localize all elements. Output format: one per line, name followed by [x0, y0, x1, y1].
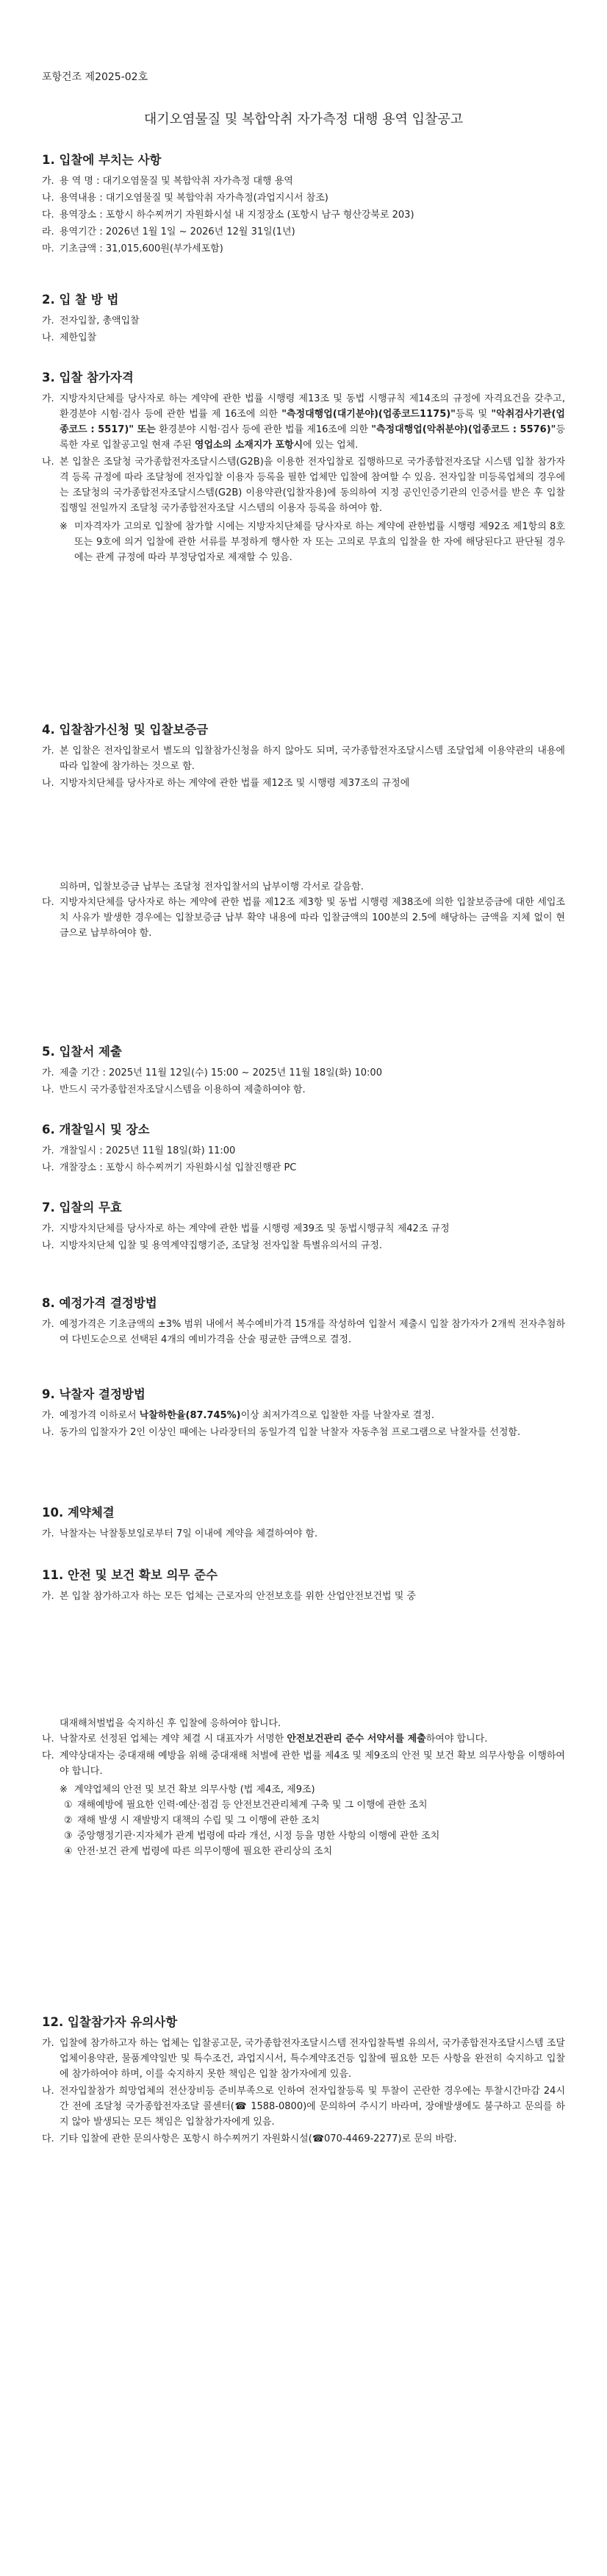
section-heading: 4. 입찰참가신청 및 입찰보증금	[42, 723, 209, 737]
list-item: ③ 중앙행정기관·지자체가 관계 법령에 따라 개선, 시정 등을 명한 사항의 이행에 관한 조치	[64, 1831, 440, 1842]
note: ※ 미자격자가 고의로 입찰에 참가할 시에는 지방자치단체를 당사자로 하는 계약에 관한법률 시행령 제92조 제1항의 8호 또는 9호에 의거 입찰에 관한 서류를 부정하게 행사한 자 또는 고의로 무효의 입찰을 한 자에 해당된다고 판단될 경우에는 관계 규정에 따라 부정당업자로 제재할 수 있음.	[60, 521, 565, 563]
section-contract	[42, 1505, 565, 1543]
section-safety	[42, 1567, 565, 1859]
list-item: 나. 전자입찰참가 희망업체의 전산장비등 준비부족으로 인하여 전자입찰등록 및 투찰이 곤란한 경우에는 투찰시간마감 24시간 전에 조달청 국가종합전자조달 콜센터(☎ 1588-0800)에 문의하여 주시기 바라며, 장애발생에도 불구하고 문의를 하지 않아 발생되는 모든 책임은 입찰참가자에게 있음.	[42, 2086, 565, 2128]
list-item: 나. 제한입찰	[42, 332, 97, 343]
continued-text: 의하며, 입찰보증금 납부는 조달청 전자입찰서의 납부이행 각서로 갈음함.	[60, 881, 364, 892]
list-item: 다. 용역장소 : 포항시 하수찌꺼기 자원화시설 내 지정장소 (포항시 남구 형산강북로 203)	[42, 210, 414, 221]
list-item: 나. 지방자치단체 입찰 및 용역계약집행기준, 조달청 전자입찰 특별유의서의 규정.	[42, 1240, 383, 1251]
document-number: 포항건조 제2025-02호	[42, 71, 148, 83]
list-item: 가. 지방자치단체를 당사자로 하는 계약에 관한 법률 시행령 제13조 및 동법 시행규칙 제14조의 규정에 자격요건을 갖추고, 환경분야 시험·검사 등에 관한 법률 제 16조에 의한 "측정대행업(대기분야)(업종코드1175)"등록 및 "악취검사기관(업종코드 : 5517)" 또는 환경분야 시험·검사 등에 관한 법률 제16조에 의한 "측정대행업(악취분야)(업종코드 : 5576)"등록한 자로 입찰공고일 현재 주된 영업소의 소재지가 포항시에 있는 업체.	[42, 393, 565, 451]
section-heading: 1. 입찰에 부치는 사항	[42, 153, 162, 167]
list-item: ② 재해 발생 시 재발방지 대책의 수립 및 그 이행에 관한 조치	[64, 1815, 320, 1826]
list-item: 나. 용역내용 : 대기오염물질 및 복합악취 자가측정(과업지시서 참조)	[42, 193, 328, 204]
list-item: 가. 예정가격은 기초금액의 ±3% 범위 내에서 복수예비가격 15개를 작성하여 입찰서 제출시 입찰 참가자가 2개씩 전자추첨하여 다빈도순으로 선택된 4개의 예비가격을 산술 평균한 금액으로 결정.	[42, 1319, 565, 1345]
list-item: 가. 지방자치단체를 당사자로 하는 계약에 관한 법률 시행령 제39조 및 동법시행규칙 제42조 규정	[42, 1223, 450, 1234]
continued-text: 대재해처벌법을 숙지하신 후 입찰에 응하여야 합니다.	[60, 1718, 281, 1729]
list-item: 가. 본 입찰 참가하고자 하는 모든 업체는 근로자의 안전보호를 위한 산업안전보건법 및 중	[42, 1591, 416, 1602]
list-item: 나. 동가의 입찰자가 2인 이상인 때에는 나라장터의 동일가격 입찰 낙찰자 자동추첨 프로그램으로 낙찰자를 선정함.	[42, 1427, 521, 1438]
section-heading: 10. 계약체결	[42, 1506, 115, 1520]
list-item: ④ 안전·보건 관계 법령에 따른 의무이행에 필요한 관리상의 조치	[64, 1846, 333, 1857]
list-item: 다. 지방자치단체를 당사자로 하는 계약에 관한 법률 제12조 제3항 및 동법 시행령 제38조에 의한 입찰보증금에 대한 세입조치 사유가 발생한 경우에는 입찰보증금 납부 확약 내용에 따라 입찰금액의 100분의 2.5에 해당하는 금액을 지체 없이 현금으로 납부하여야 함.	[42, 897, 565, 939]
list-item: ① 재해예방에 필요한 인력·예산·점검 등 안전보건관리체계 구축 및 그 이행에 관한 조치	[64, 1800, 428, 1811]
section-submission	[42, 1044, 565, 1099]
section-heading: 11. 안전 및 보건 확보 의무 준수	[42, 1568, 218, 1582]
section-precautions	[42, 2014, 565, 2148]
section-heading: 2. 입 찰 방 법	[42, 293, 119, 307]
list-item: 라. 용역기간 : 2026년 1월 1일 ~ 2026년 12월 31일(1년)	[42, 226, 295, 237]
list-item: 가. 제출 기간 : 2025년 11월 12일(수) 15:00 ~ 2025년 11월 18일(화) 10:00	[42, 1067, 382, 1078]
list-item: 나. 지방자치단체를 당사자로 하는 계약에 관한 법률 제12조 및 시행령 제37조의 규정에	[42, 778, 410, 789]
list-item: 가. 개찰일시 : 2025년 11월 18일(화) 11:00	[42, 1145, 236, 1156]
list-item: 마. 기초금액 : 31,015,600원(부가세포함)	[42, 243, 223, 254]
section-heading: 5. 입찰서 제출	[42, 1045, 122, 1059]
section-qualifications	[42, 370, 565, 565]
note: ※ 계약업체의 안전 및 보건 확보 의무사항 (법 제4조, 제9조)	[60, 1784, 315, 1795]
list-item: 가. 전자입찰, 총액입찰	[42, 315, 140, 326]
section-heading: 9. 낙찰자 결정방법	[42, 1387, 146, 1401]
section-heading: 6. 개찰일시 및 장소	[42, 1123, 150, 1137]
list-item: 다. 계약상대자는 중대재해 예방을 위해 중대재해 처벌에 관한 법률 제4조 및 제9조의 안전 및 보건 확보 의무사항을 이행하여야 합니다.	[42, 1750, 565, 1777]
page-title: 대기오염물질 및 복합악취 자가측정 대행 용역 입찰공고	[143, 112, 464, 127]
list-item: 다. 기타 입찰에 관한 문의사항은 포항시 하수찌꺼기 자원화시설(☎070-4469-2277)로 문의 바람.	[42, 2133, 457, 2144]
list-item: 가. 용 역 명 : 대기오염물질 및 복합악취 자가측정 대행 용역	[42, 176, 293, 187]
section-winner-determination	[42, 1387, 565, 1442]
list-item: 가. 예정가격 이하로서 낙찰하한율(87.745%)이상 최저가격으로 입찰한 자를 낙찰자로 결정.	[42, 1410, 435, 1421]
list-item: 가. 낙찰자는 낙찰통보일로부터 7일 이내에 계약을 체결하여야 함.	[42, 1528, 318, 1539]
section-opening	[42, 1122, 565, 1177]
list-item: 가. 입찰에 참가하고자 하는 업체는 입찰공고문, 국가종합전자조달시스템 전자입찰특별 유의서, 국가종합전자조달시스템 조달업체이용약관, 물품계약일반 및 특수조건, 과업지시서, 특수계약조건등 입찰에 필요한 모든 사항을 완전히 숙지하고 입찰에 참가하여야 하며, 이를 숙지하지 못한 책임은 입찰 참가자에게 있음.	[42, 2038, 565, 2080]
section-heading: 12. 입찰참가자 유의사항	[42, 2015, 178, 2029]
section-heading: 3. 입찰 참가자격	[42, 371, 134, 384]
section-price-determination	[42, 1295, 565, 1349]
section-bid-method	[42, 292, 565, 347]
section-heading: 7. 입찰의 무효	[42, 1201, 122, 1214]
list-item: 가. 본 입찰은 전자입찰로서 별도의 입찰참가신청을 하지 않아도 되며, 국가종합전자조달시스템 조달업체 이용약관의 내용에 따라 입찰에 참가하는 것으로 함.	[42, 745, 565, 772]
section-invalidity	[42, 1200, 565, 1255]
section-bid-subject	[42, 152, 565, 258]
list-item: 나. 본 입찰은 조달청 국가종합전자조달시스템(G2B)을 이용한 전자입찰로 집행하므로 국가종합전자조달 시스템 입찰 참가자격 등록 규정에 따라 조달청에 전자입찰 이용자 등록을 필한 업체만 입찰에 참여할 수 있음. 전자입찰 미등록업체의 경우에는 조달청의 국가종합전자조달시스템(G2B) 이용약관(입찰자용)에 동의하여 지정 공인인증기관의 인증서를 받은 후 입찰집행일 전일까지 조달청 국가종합전자조달 시스템의 이용자 등록을 하여야 함.	[42, 457, 565, 514]
section-bid-application	[42, 722, 565, 942]
section-heading: 8. 예정가격 결정방법	[42, 1296, 157, 1310]
list-item: 나. 개찰장소 : 포항시 하수찌꺼기 자원화시설 입찰진행관 PC	[42, 1162, 297, 1173]
list-item: 나. 반드시 국가종합전자조달시스템을 이용하여 제출하여야 함.	[42, 1084, 306, 1095]
list-item: 나. 낙찰자로 선정된 업체는 계약 체결 시 대표자가 서명한 안전보건관리 준수 서약서를 제출하여야 합니다.	[42, 1734, 488, 1745]
